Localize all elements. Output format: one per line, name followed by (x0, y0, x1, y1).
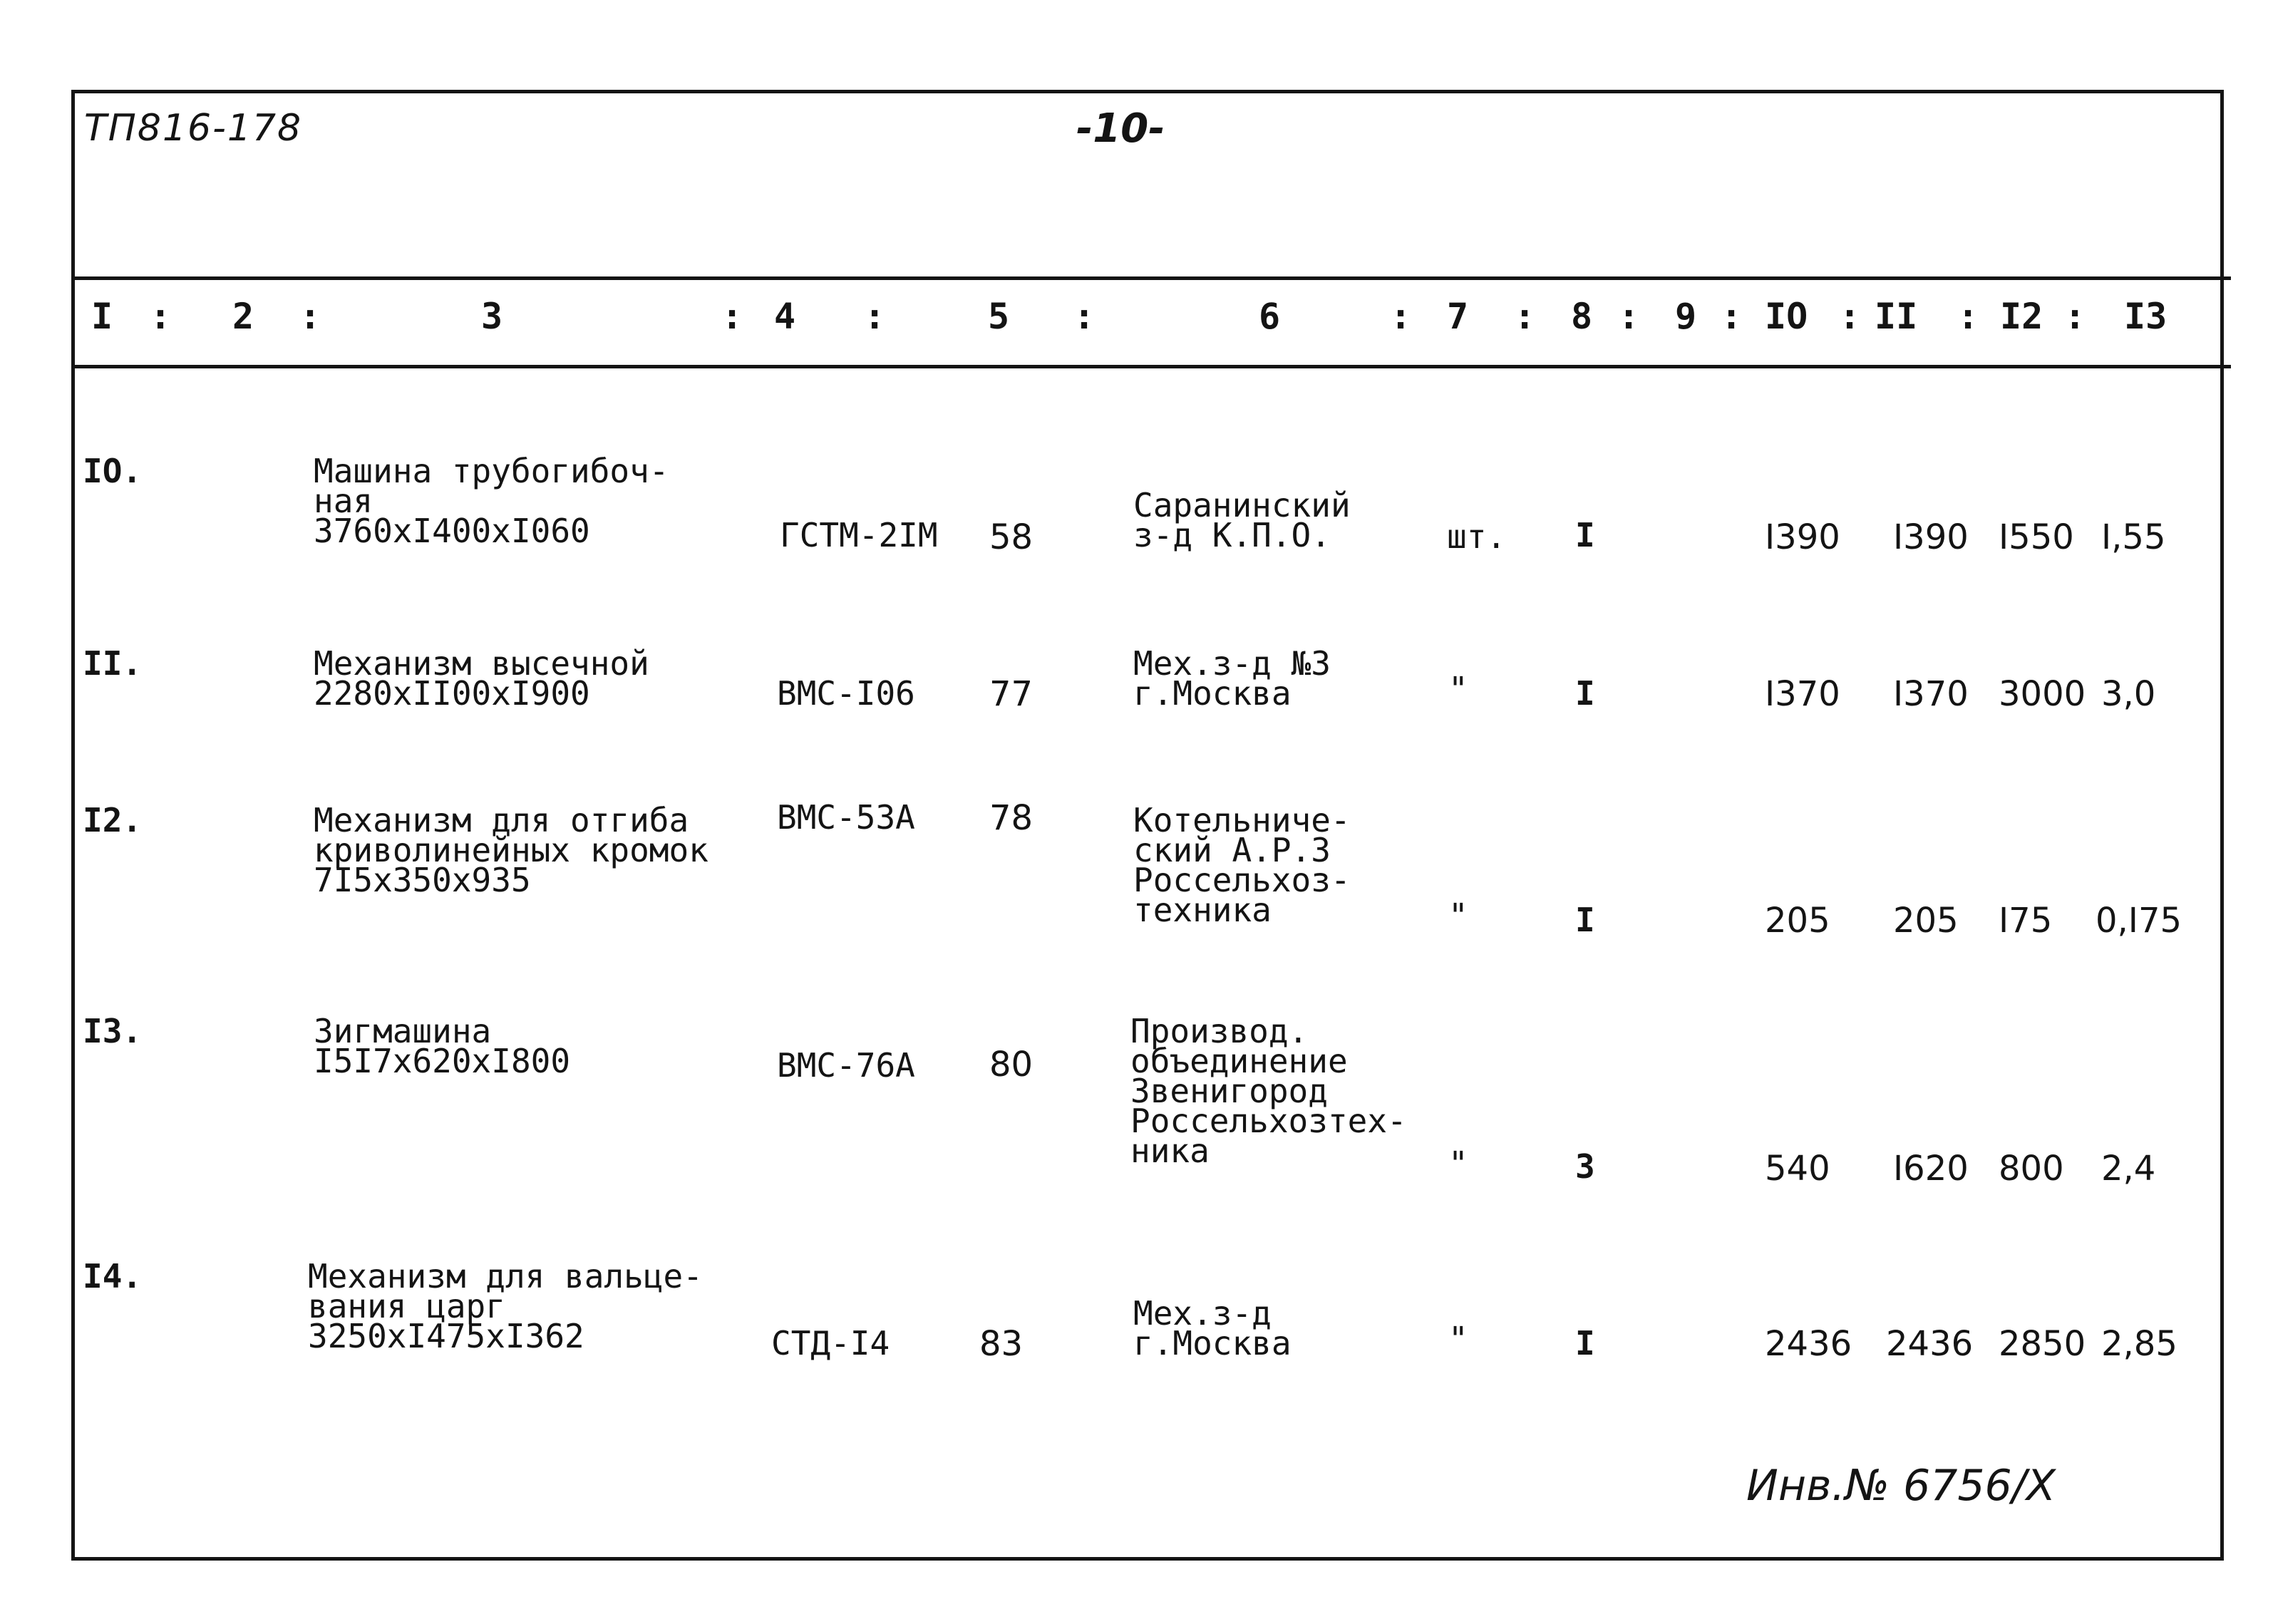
unit: " (1448, 896, 1468, 935)
unit: шт. (1447, 517, 1507, 556)
column-header-12: I2 (2000, 296, 2043, 337)
value-col-12: 3000 (1999, 674, 2086, 714)
column-separator: : (1514, 296, 1536, 337)
equipment-name: Зигмашина I5I7x620xI800 (314, 1012, 571, 1080)
manufacturer: Мех.з-д №3 г.Москва (1133, 644, 1331, 713)
equipment-model: ВМС-I06 (777, 674, 915, 713)
position-number: 78 (989, 798, 1034, 838)
position-number: 83 (979, 1324, 1024, 1364)
row-number: I2. (83, 801, 143, 839)
quantity: I (1575, 674, 1595, 713)
value-col-11: 205 (1893, 901, 1959, 941)
document-code: ТП816-178 (84, 107, 303, 150)
column-header-3: 3 (481, 296, 503, 337)
position-number: 80 (989, 1045, 1034, 1085)
row-number: I3. (83, 1012, 143, 1050)
column-separator: : (864, 296, 886, 337)
value-col-10: 205 (1765, 901, 1830, 941)
value-col-13: 3,0 (2101, 674, 2156, 714)
row-number: II. (83, 644, 143, 683)
value-col-12: 2850 (1999, 1324, 2086, 1364)
column-separator: : (1839, 296, 1861, 337)
column-header-11: II (1875, 296, 1918, 337)
quantity: I (1575, 901, 1595, 939)
column-separator: : (2064, 296, 2086, 337)
column-header-8: 8 (1571, 296, 1593, 337)
manufacturer: Мех.з-д г.Москва (1133, 1294, 1292, 1362)
column-header-5: 5 (988, 296, 1010, 337)
value-col-11: I370 (1893, 674, 1969, 714)
column-separator: : (299, 296, 321, 337)
equipment-name: Машина трубогибоч- ная 3760xI400xI060 (314, 452, 669, 550)
value-col-12: I75 (1999, 901, 2053, 941)
column-header-13: I3 (2124, 296, 2168, 337)
value-col-11: I620 (1893, 1149, 1969, 1189)
equipment-name: Механизм высечной 2280xII00xI900 (314, 644, 649, 713)
quantity: 3 (1575, 1147, 1595, 1186)
column-header-4: 4 (774, 296, 796, 337)
value-col-12: 800 (1999, 1149, 2064, 1189)
column-header-7: 7 (1447, 296, 1469, 337)
value-col-11: I390 (1893, 517, 1969, 557)
column-header-1: I (91, 296, 113, 337)
column-separator: : (1390, 296, 1412, 337)
column-separator: : (1721, 296, 1743, 337)
manufacturer: Котельниче- ский А.Р.З Россельхоз- техника (1133, 801, 1351, 929)
column-separator: : (1618, 296, 1640, 337)
column-separator: : (1073, 296, 1096, 337)
value-col-10: 2436 (1765, 1324, 1852, 1364)
value-col-10: I390 (1765, 517, 1840, 557)
equipment-name: Механизм для отгиба криволинейных кромок 7I5x350x935 (314, 801, 708, 899)
position-number: 77 (989, 674, 1034, 714)
value-col-11: 2436 (1886, 1324, 1974, 1364)
row-number: IO. (83, 452, 143, 490)
column-separator: : (721, 296, 743, 337)
column-header-2: 2 (232, 296, 254, 337)
unit: " (1448, 1144, 1468, 1183)
quantity: I (1575, 1324, 1595, 1362)
row-number: I4. (83, 1257, 143, 1295)
unit: " (1448, 670, 1468, 708)
equipment-model: ГСТМ-2IМ (780, 516, 938, 554)
equipment-model: ВМС-53А (777, 798, 915, 837)
column-header-6: 6 (1259, 296, 1281, 337)
value-col-10: 540 (1765, 1149, 1830, 1189)
column-separator: : (1957, 296, 1979, 337)
value-col-13: 2,85 (2101, 1324, 2177, 1364)
column-header-10: IO (1765, 296, 1808, 337)
manufacturer: Саранинский з-д К.П.О. (1133, 486, 1351, 554)
column-header-divider (71, 365, 2231, 368)
page-number: -10- (1076, 105, 1165, 152)
column-separator: : (150, 296, 172, 337)
unit: " (1448, 1320, 1468, 1358)
value-col-13: 2,4 (2101, 1149, 2156, 1189)
value-col-13: 0,I75 (2096, 901, 2182, 941)
header-divider (71, 276, 2231, 280)
value-col-13: I,55 (2101, 517, 2166, 557)
equipment-model: СТД-I4 (771, 1324, 890, 1362)
inventory-number: Инв.№ 6756/X (1746, 1461, 2056, 1511)
quantity: I (1575, 516, 1595, 554)
position-number: 58 (989, 517, 1034, 557)
column-header-9: 9 (1675, 296, 1697, 337)
value-col-12: I550 (1999, 517, 2074, 557)
value-col-10: I370 (1765, 674, 1840, 714)
manufacturer: Производ. объединение Звенигород Россельхозтех- ника (1130, 1012, 1407, 1170)
equipment-model: ВМС-76А (777, 1046, 915, 1085)
equipment-name: Механизм для вальце- вания царг 3250xI475xI362 (308, 1257, 703, 1355)
